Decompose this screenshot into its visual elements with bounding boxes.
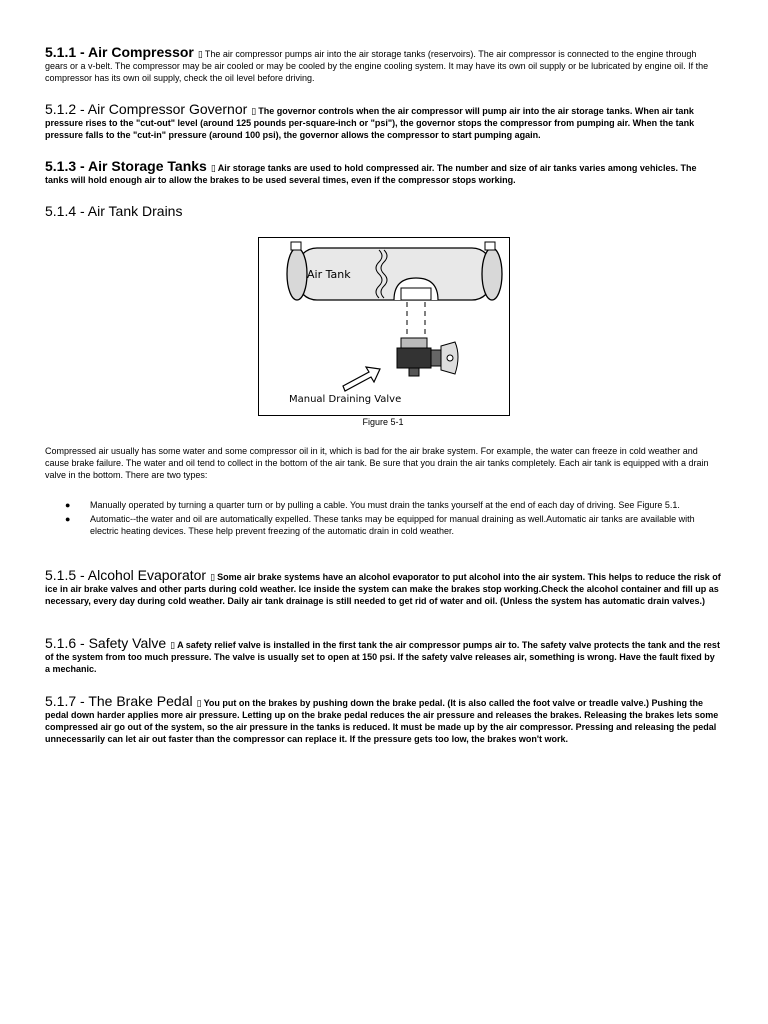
- section-heading: 5.1.2 - Air Compressor Governor: [45, 101, 248, 117]
- box-glyph: ▯: [251, 106, 257, 116]
- section-air-compressor: [45, 44, 721, 84]
- box-glyph: ▯: [170, 640, 176, 650]
- drain-boss: [401, 288, 431, 300]
- section-body: Some air brake systems have an alcohol evaporator to put alcohol into the air system. This helps to reduce the risk of ice in air brake valves and other parts during cold weather. Ice inside the system can make the brakes stop working.Check the alcohol container and fill up as necessary, every day during cold weather. Daily air tank drainage is still needed to get rid of water and oil. (Unless the system has automatic drain valves.): [45, 572, 721, 606]
- section-heading: 5.1.3 - Air Storage Tanks: [45, 158, 207, 174]
- tank-left-cap: [287, 248, 307, 300]
- section-heading: 5.1.6 - Safety Valve: [45, 635, 167, 651]
- section-brake-pedal: [45, 693, 721, 745]
- box-glyph: ▯: [210, 163, 216, 173]
- section-body: Air storage tanks are used to hold compressed air. The number and size of air tanks varies among vehicles. The tanks will hold enough air to allow the brakes to be used several times, even if the compressor stops working.: [45, 163, 697, 185]
- bullet-icon: ●: [65, 514, 71, 524]
- valve-stem: [431, 350, 441, 366]
- air-tank-illustration: [259, 238, 509, 415]
- list-item-text: Manually operated by turning a quarter turn or by pulling a cable. You must drain the tanks yourself at the end of each day of driving. See Figure 5.1.: [90, 500, 680, 510]
- section-body: A safety relief valve is installed in the first tank the air compressor pumps air to. The safety valve protects the tank and the rest of the system from too much pressure. The valve is usually set to open at 150 psi. If the safety valve releases air, something is wrong. Have the fault fixed by a mechanic.: [45, 640, 720, 674]
- section-body: The air compressor pumps air into the air storage tanks (reservoirs). The air compressor is connected to the engine through gears or a v-belt. The compressor may be air cooled or may be cooled by the engine cooling system. It may have its own oil supply or be lubricated by engine oil. If the compressor has its own oil supply, check the oil level before driving.: [45, 49, 709, 83]
- drain-types-list: [45, 499, 721, 537]
- drains-paragraph: Compressed air usually has some water and some compressor oil in it, which is bad for the air brake system. For example, the water can freeze in cold weather and cause brake failure. The water and oil tend to collect in the bottom of the air tank. Be sure that you drain the air tanks completely. Each air tank is equipped with a drain valve in the bottom. There are two types:: [45, 446, 709, 480]
- box-glyph: ▯: [197, 49, 203, 59]
- list-item: [45, 513, 721, 537]
- list-item-text: Automatic--the water and oil are automatically expelled. These tanks may be equipped for manual draining as well.Automatic air tanks are available with electric heating devices. These help prevent freezing of the automatic drain in cold weather.: [90, 514, 695, 536]
- section-air-storage-tanks: [45, 158, 721, 186]
- valve-label: Manual Draining Valve: [289, 394, 402, 405]
- bullet-icon: ●: [65, 500, 71, 510]
- section-heading: 5.1.5 - Alcohol Evaporator: [45, 567, 207, 583]
- section-heading: 5.1.1 - Air Compressor: [45, 44, 194, 60]
- list-item: [45, 499, 721, 511]
- section-air-compressor-governor: [45, 101, 721, 141]
- pointer-arrow-icon: [343, 367, 380, 391]
- box-glyph: ▯: [196, 698, 202, 708]
- section-air-tank-drains-heading: 5.1.4 - Air Tank Drains: [45, 203, 183, 219]
- valve-body: [397, 348, 431, 368]
- section-heading: 5.1.7 - The Brake Pedal: [45, 693, 193, 709]
- figure-caption: Figure 5-1: [362, 417, 404, 427]
- tank-fitting: [291, 242, 301, 250]
- section-body: You put on the brakes by pushing down the brake pedal. (It is also called the foot valve or treadle valve.) Pushing the pedal down harder applies more air pressure. Letting up on the brake pedal reduces the air pressure and releases the brakes. Releasing the brakes lets some compressed air go out of the system, so the air pressure in the tanks is reduced. It must be made up by the air compressor. Pressing and releasing the pedal unnecessarily can let air out faster than the compressor can replace it. If the pressure gets too low, the brakes won't work.: [45, 698, 719, 744]
- valve-outlet: [409, 368, 419, 376]
- valve-thread: [401, 338, 427, 348]
- figure-air-tank-drain: [258, 237, 510, 416]
- handle-hole: [447, 355, 453, 361]
- tank-label: Air Tank: [307, 268, 351, 281]
- section-safety-valve: [45, 635, 721, 675]
- tank-right-cap: [482, 248, 502, 300]
- section-body: The governor controls when the air compressor will pump air into the air storage tanks. When air tank pressure rises to the "cut-out" level (around 125 pounds per-square-inch or "psi"), the governor stops the compressor from pumping air. When the tank pressure falls to the "cut-in" pressure (around 100 psi), the governor allows the compressor to start pumping again.: [45, 106, 695, 140]
- tank-fitting: [485, 242, 495, 250]
- box-glyph: ▯: [210, 572, 216, 582]
- section-alcohol-evaporator: [45, 567, 721, 607]
